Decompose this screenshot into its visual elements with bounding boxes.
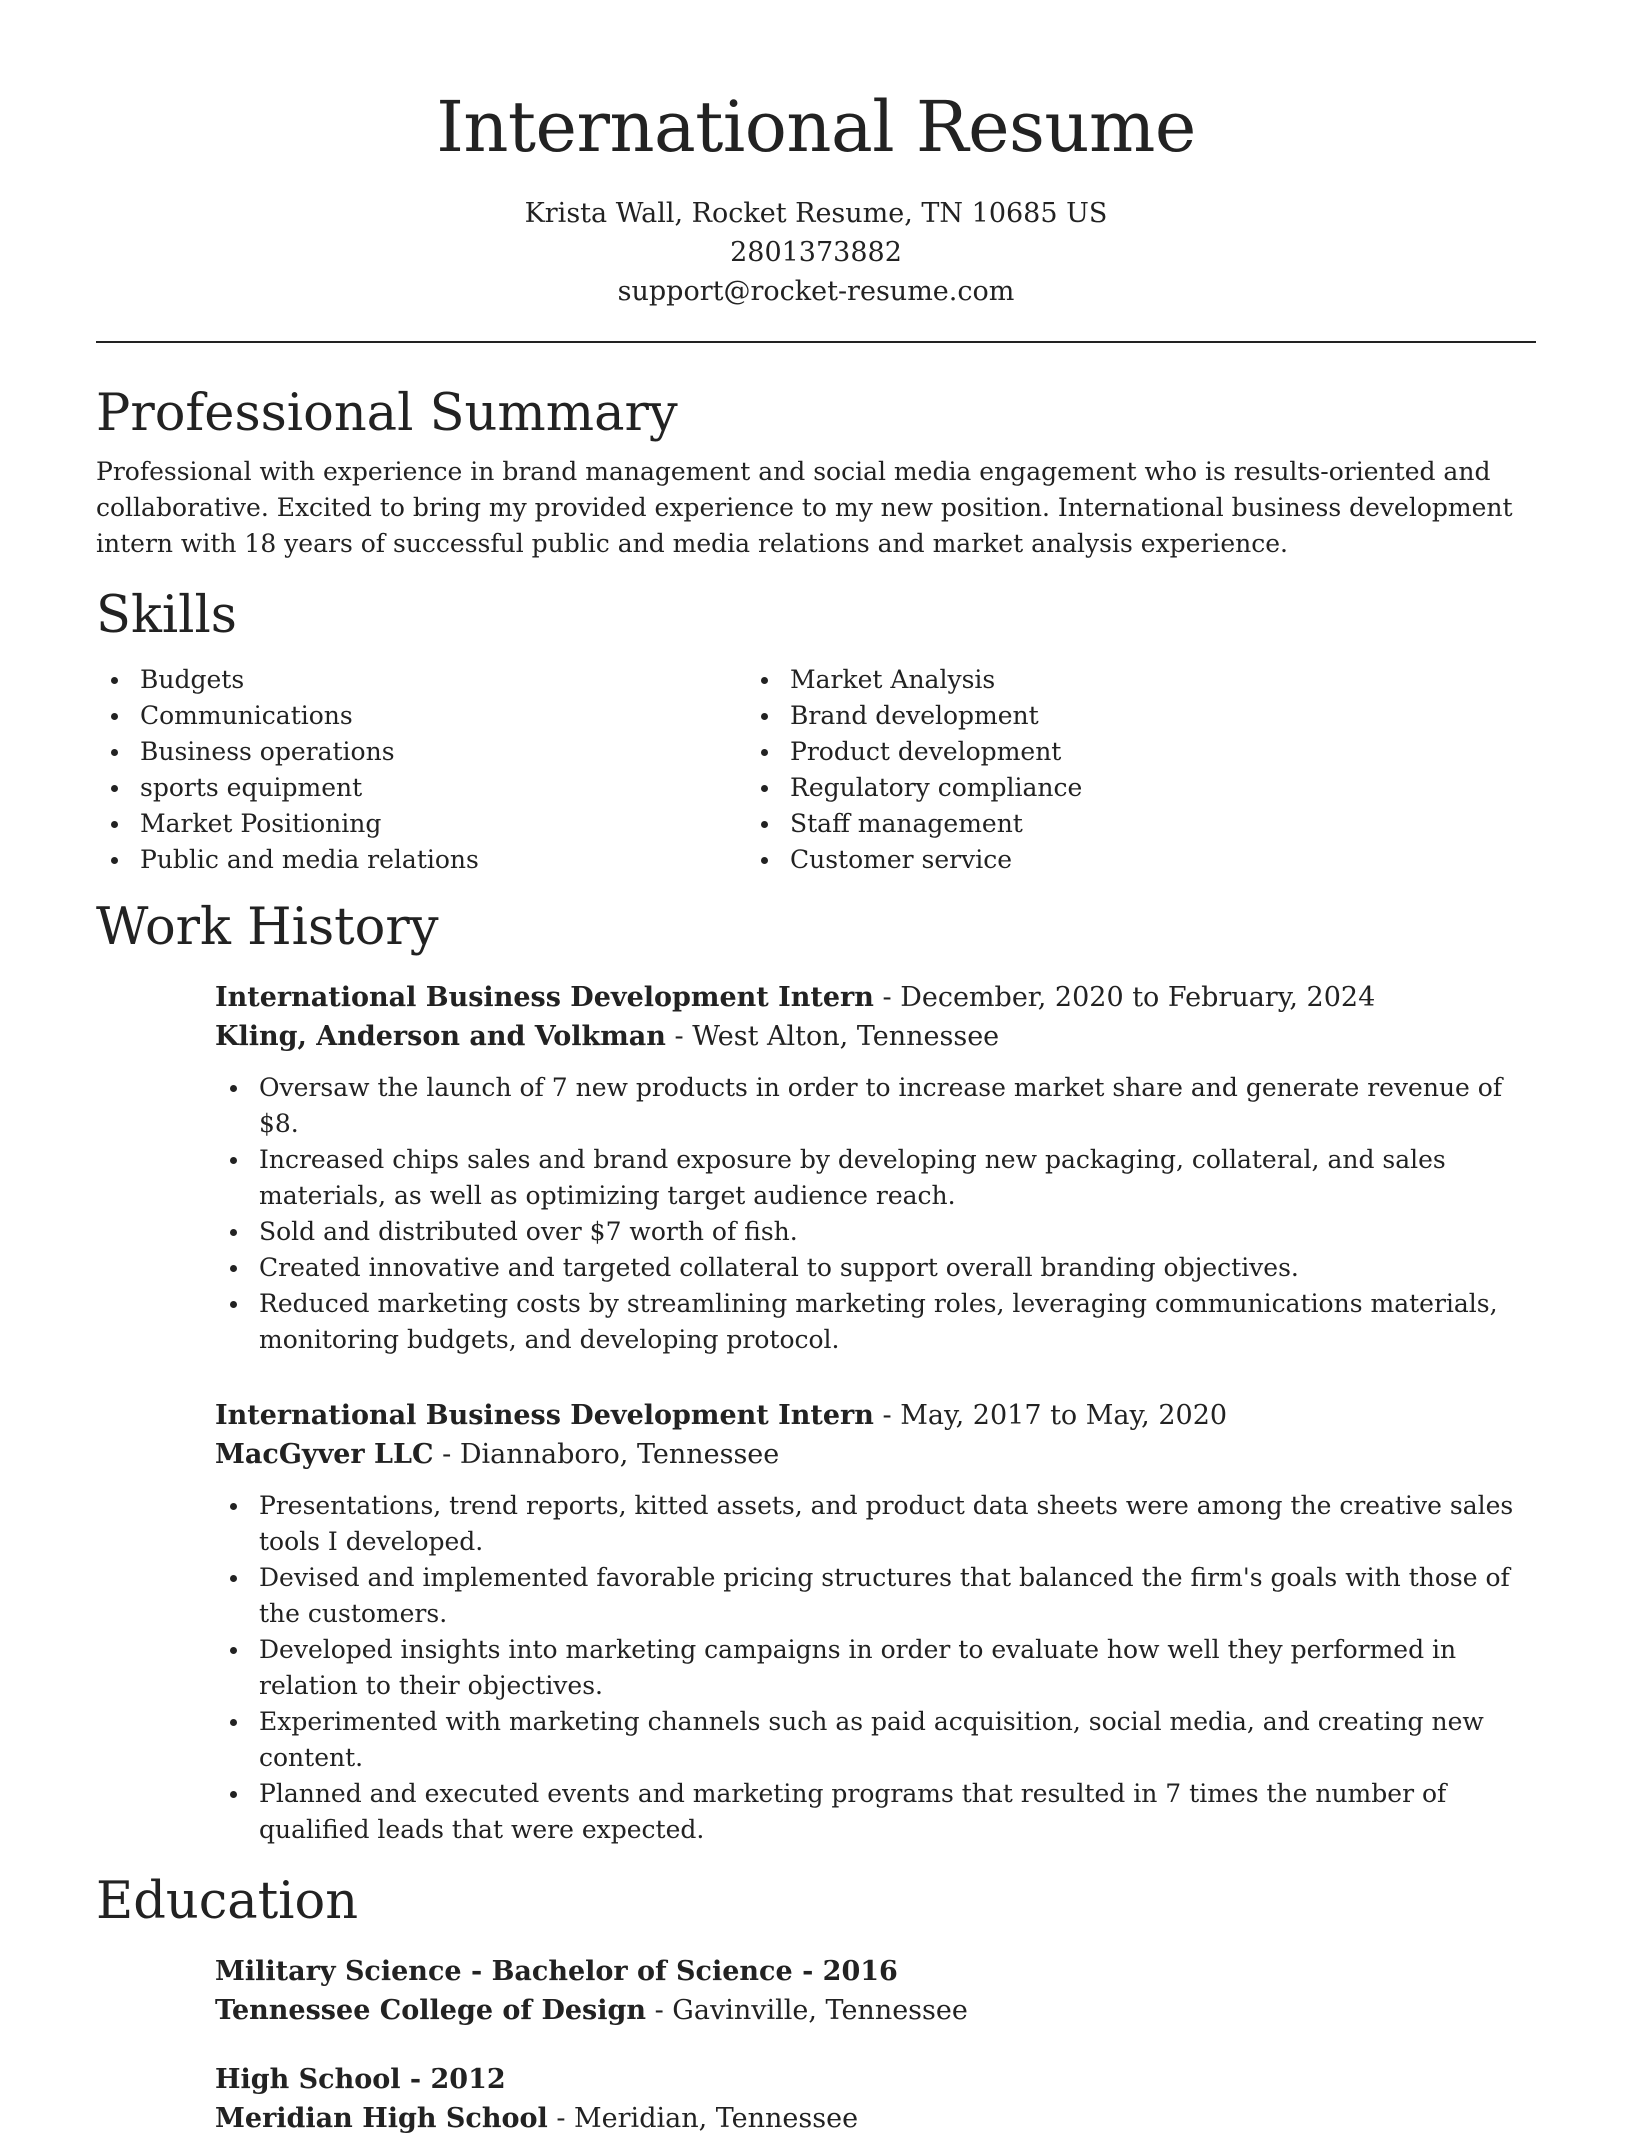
skills-column-left	[96, 662, 746, 878]
skill-item: Customer service	[746, 842, 1396, 878]
school-location: - Meridian, Tennessee	[547, 2103, 859, 2134]
job-heading	[215, 978, 1536, 1017]
education-entry	[215, 2060, 1536, 2138]
job-location: - West Alton, Tennessee	[665, 1021, 1000, 1052]
job-dates: - May, 2017 to May, 2020	[873, 1400, 1228, 1431]
skill-item: Business operations	[96, 734, 746, 770]
summary-text: Professional with experience in brand management and social media engagement who is results-oriented and collaborative. Excited to bring my provided experience to my new position. International business development intern with 18 years of successful public and media relations and market analysis experience.	[96, 457, 1513, 558]
resume-header	[0, 0, 1632, 311]
job-bullet: Developed insights into marketing campaigns in order to evaluate how well they performed in relation to their objectives.	[215, 1632, 1536, 1704]
skill-item: Market Analysis	[746, 662, 1396, 698]
job-bullet: Devised and implemented favorable pricing structures that balanced the firm's goals with those of the customers.	[215, 1560, 1536, 1632]
job-bullet: Planned and executed events and marketing programs that resulted in 7 times the number of qualified leads that were expected.	[215, 1776, 1536, 1848]
job-heading	[215, 1396, 1536, 1435]
section-title-skills: Skills	[96, 586, 237, 645]
job-bullet: Reduced marketing costs by streamlining marketing roles, leveraging communications materials, monitoring budgets, and developing protocol.	[215, 1286, 1536, 1358]
skill-item: Communications	[96, 698, 746, 734]
degree-text: High School - 2012	[215, 2064, 506, 2095]
school-location: - Gavinville, Tennessee	[646, 1995, 968, 2026]
contact-phone: 2801373882	[730, 237, 902, 268]
resume-title: International Resume	[436, 86, 1196, 168]
skill-item: Budgets	[96, 662, 746, 698]
job-bullet: Presentations, trend reports, kitted assets, and product data sheets were among the creative sales tools I developed.	[215, 1488, 1536, 1560]
job-entry	[215, 1396, 1536, 1848]
section-title-summary: Professional Summary	[96, 384, 678, 443]
job-bullet: Sold and distributed over $7 worth of fish.	[215, 1214, 1536, 1250]
job-dates: - December, 2020 to February, 2024	[873, 982, 1376, 1013]
skill-item: Product development	[746, 734, 1396, 770]
skills-list	[96, 662, 1536, 878]
education-degree	[215, 2060, 1536, 2099]
job-bullet: Increased chips sales and brand exposure by developing new packaging, collateral, and sales materials, as well as optimizing target audience reach.	[215, 1142, 1536, 1214]
header-divider	[96, 341, 1536, 343]
job-role: International Business Development Intern	[215, 982, 874, 1013]
education-degree	[215, 1952, 1536, 1991]
job-role: International Business Development Intern	[215, 1400, 874, 1431]
job-bullet: Oversaw the launch of 7 new products in order to increase market share and generate revenue of $8.	[215, 1070, 1536, 1142]
school-name: Tennessee College of Design	[215, 1995, 646, 2026]
contact-address: Krista Wall, Rocket Resume, TN 10685 US	[524, 198, 1108, 229]
job-employer	[215, 1017, 1536, 1056]
skill-item: Public and media relations	[96, 842, 746, 878]
skills-column-right	[746, 662, 1396, 878]
skill-item: Staff management	[746, 806, 1396, 842]
education-school	[215, 1991, 1536, 2030]
education-entry	[215, 1952, 1536, 2030]
job-bullets	[215, 1070, 1536, 1358]
job-bullets	[215, 1488, 1536, 1848]
job-location: - Diannaboro, Tennessee	[433, 1439, 780, 1470]
resume-body	[96, 382, 1536, 2138]
skill-item: Regulatory compliance	[746, 770, 1396, 806]
job-company: Kling, Anderson and Volkman	[215, 1021, 666, 1052]
section-title-work-history: Work History	[96, 898, 439, 957]
skill-item: sports equipment	[96, 770, 746, 806]
job-bullet: Created innovative and targeted collateral to support overall branding objectives.	[215, 1250, 1536, 1286]
contact-email: support@rocket-resume.com	[617, 276, 1015, 307]
job-bullet: Experimented with marketing channels such as paid acquisition, social media, and creating new content.	[215, 1704, 1536, 1776]
skill-item: Brand development	[746, 698, 1396, 734]
section-title-education: Education	[96, 1872, 359, 1931]
job-company: MacGyver LLC	[215, 1439, 434, 1470]
skill-item: Market Positioning	[96, 806, 746, 842]
education-school	[215, 2099, 1536, 2138]
job-employer	[215, 1435, 1536, 1474]
degree-text: Military Science - Bachelor of Science - 2016	[215, 1956, 898, 1987]
school-name: Meridian High School	[215, 2103, 548, 2134]
job-entry	[215, 978, 1536, 1358]
